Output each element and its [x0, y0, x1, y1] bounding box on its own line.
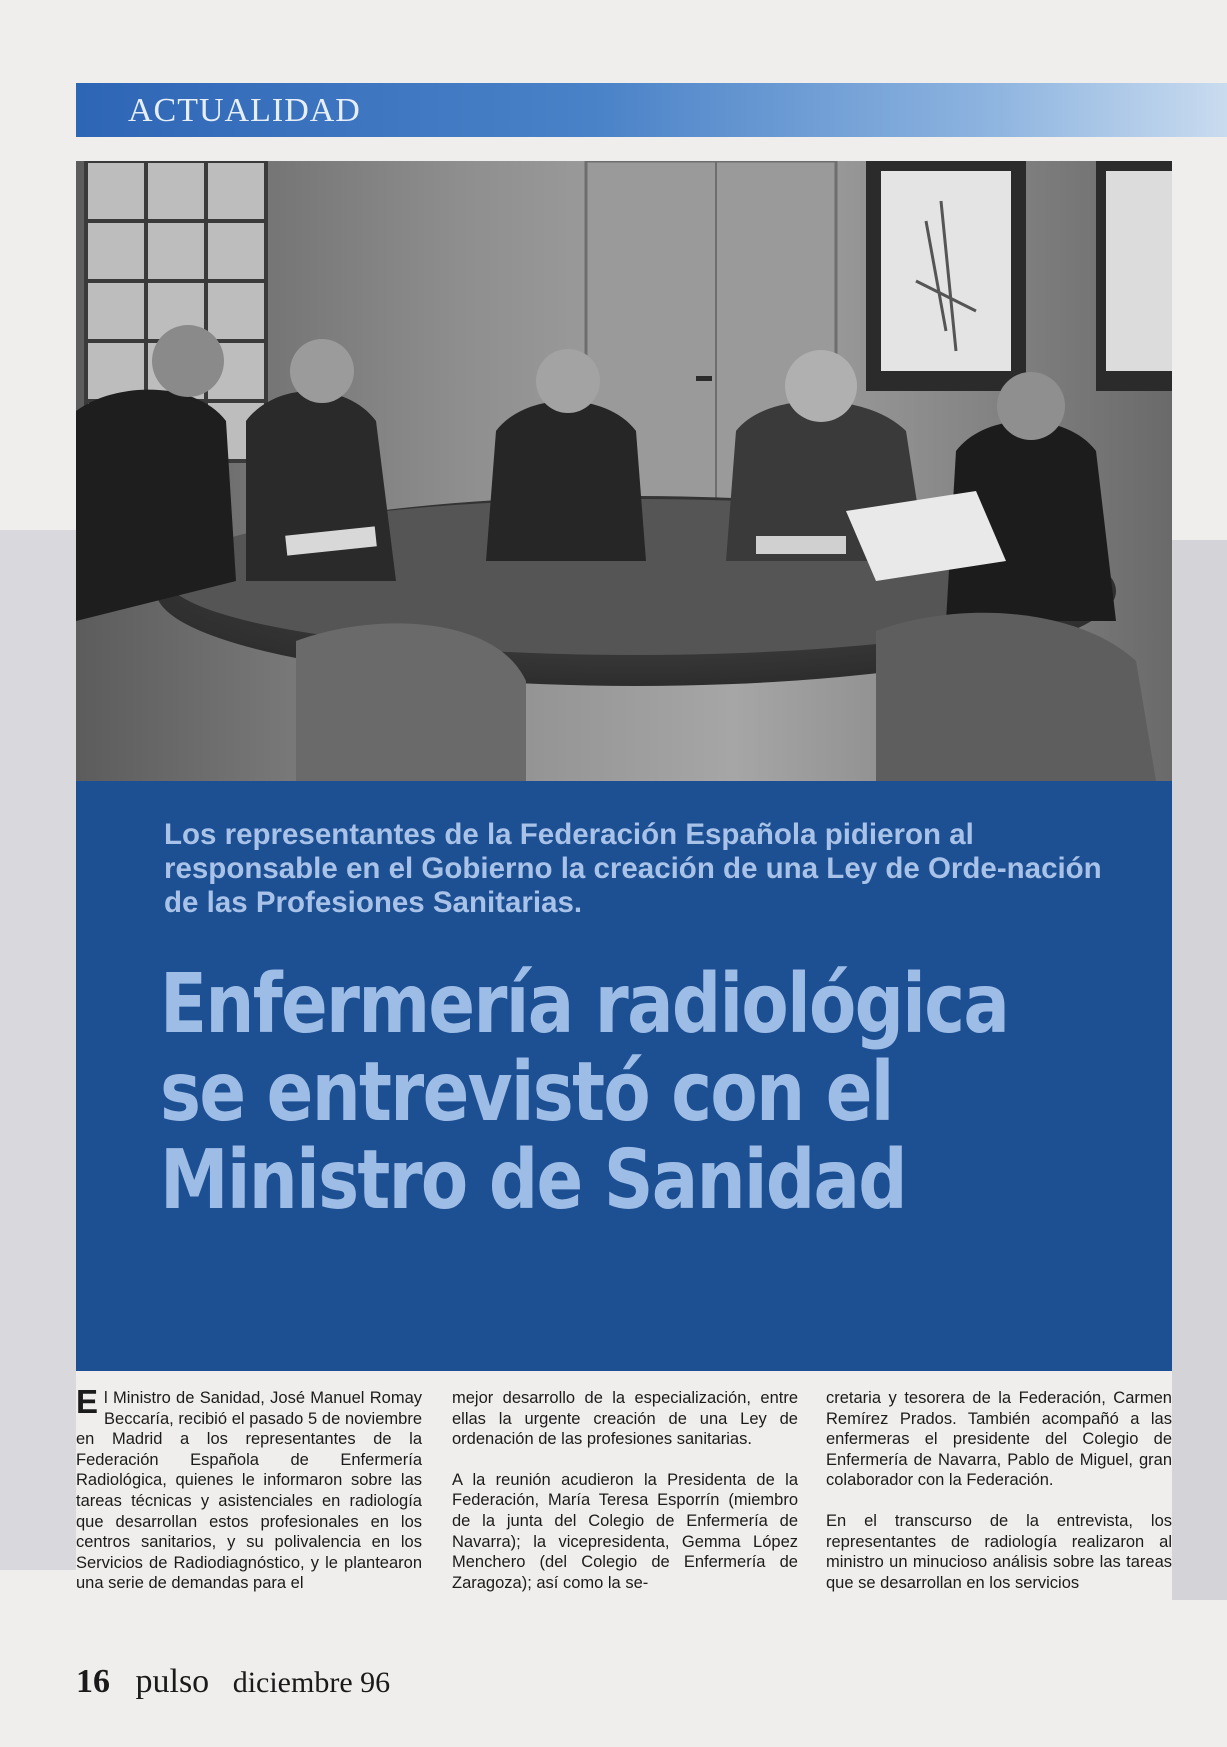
magazine-name: pulso	[135, 1663, 210, 1700]
article-body	[76, 1383, 1172, 1618]
section-header-bar	[76, 83, 1227, 137]
article-headline	[160, 957, 1009, 1228]
body-paragraph-text: l Ministro de Sanidad, José Manuel Romay Beccaría, recibió el pasado 5 de noviembre en Madrid a los representantes de la Federación Española de Enfermería Radiológica, quienes le informaron sobre las tareas técnicas y asistenciales en radiología que desarrollan estos profesionales en los centros sanitarios, y su polivalencia en los Servicios de Radiodiagnóstico, y le plantearon una serie de demandas para el	[76, 1389, 422, 1593]
headline-panel	[76, 781, 1172, 1371]
issue-date: diciembre 96	[232, 1666, 391, 1699]
body-column-1	[76, 1383, 422, 1614]
page-number: 16	[76, 1663, 110, 1700]
page-edge-tab-left	[0, 530, 76, 1570]
headline-line-2: se entrevistó con el	[160, 1045, 893, 1140]
page-edge-tab-right	[1172, 540, 1227, 1600]
drop-cap: E	[76, 1383, 99, 1420]
headline-line-1: Enfermería radiológica	[160, 957, 1009, 1052]
body-column-3	[826, 1388, 1172, 1613]
body-paragraph	[76, 1383, 422, 1594]
body-paragraph: cretaria y tesorera de la Federación, Carmen Remírez Prados. También acompañó a las enfermeras el presidente del Colegio de Enfermería de Navarra, Pablo de Miguel, gran colaborador con la Federación.	[826, 1389, 1172, 1490]
meeting-photo	[76, 161, 1172, 781]
body-paragraph: En el transcurso de la entrevista, los representantes de radiología realizaron al ministro un minucioso análisis sobre las tareas que se desarrollan en los servicios	[826, 1511, 1172, 1592]
headline-line-3: Ministro de Sanidad	[160, 1133, 906, 1228]
body-paragraph: A la reunión acudieron la Presidenta de la Federación, María Teresa Esporrín (miembro de la junta del Colegio de Enfermería de Navarra); la vicepresidenta, Gemma López Menchero (del Colegio de Enfermería de Zaragoza); así como la se-	[452, 1470, 798, 1592]
section-label: ACTUALIDAD	[128, 92, 361, 129]
body-paragraph: mejor desarrollo de la especialización, entre ellas la urgente creación de una Ley de ordenación de las profesiones sanitarias.	[452, 1389, 798, 1449]
article-deck: Los representantes de la Federación Española pidieron al responsable en el Gobierno la creación de una Ley de Orde-nación de las Profesiones Sanitarias.	[164, 818, 1102, 919]
meeting-photo-illustration	[76, 161, 1172, 781]
page-folio	[76, 1663, 390, 1701]
body-column-2	[452, 1388, 798, 1613]
